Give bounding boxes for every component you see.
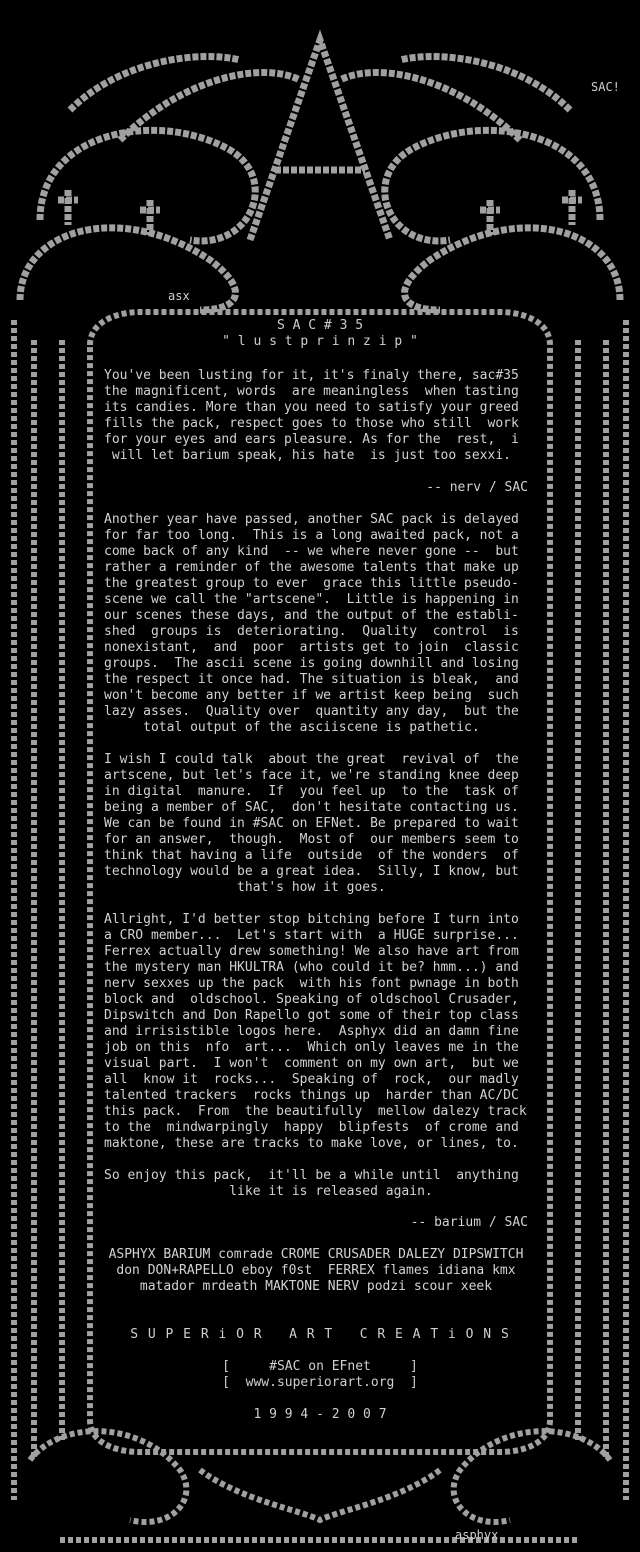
barium-line: a CRO member... Let's start with a HUGE surprise... [104,928,519,943]
barium-line: maktone, these are tracks to make love, or lines, to. [104,1136,519,1151]
cross-left [58,190,78,225]
barium-line: total output of the asciiscene is pathetic. [104,720,480,735]
intro-line: fills the pack, respect goes to those who still work [104,416,519,431]
paragraph-gap [104,896,528,912]
barium-line: come back of any kind -- we where never gone -- but [104,544,519,559]
barium-line: in digital manure. If you feel up to the task of [104,784,519,799]
barium-line: like it is released again. [104,1184,433,1199]
barium-line: our scenes these days, and the output of the establi- [104,608,519,623]
barium-line: groups. The ascii scene is going downhill and losing [104,656,519,671]
member-list [104,1247,528,1295]
intro-line: its candies. More than you need to satisfy your greed [104,400,519,415]
barium-line: the greatest group to ever grace this little pseudo- [104,576,519,591]
barium-line: Ferrex actually drew something! We also have art from [104,944,519,959]
intro-text [104,368,528,464]
barium-line: to the mindwarpingly happy blipfests of crome and [104,1120,519,1135]
barium-line: being a member of SAC, don't hesitate contacting us. [104,800,519,815]
cross-right [562,190,582,225]
paragraph-gap [104,1152,528,1168]
pack-title: S A C # 3 5 [276,318,364,333]
barium-line: Dipswitch and Don Rapello got some of their top class [104,1008,519,1023]
barium-line: So enjoy this pack, it'll be a while until anything [104,1168,519,1183]
barium-line: the mystery man HKULTRA (who could it be? hmm...) and [104,960,519,975]
artist-credit-bottom: asphyx [455,1528,499,1542]
barium-signature: -- barium / SAC [410,1215,528,1230]
member-line: ASPHYX BARIUM comrade CROME CRUSADER DALEZY DIPSWITCH [108,1247,524,1262]
member-line: matador mrdeath MAKTONE NERV podzi scour xeek [139,1279,493,1294]
barium-line: and irrisistible logos here. Asphyx did an damn fine [104,1024,519,1039]
group-name: S U P E R i O R A R T C R E A T i O N S [130,1327,510,1342]
tag-top-right: SAC! [591,80,620,94]
barium-line: for an answer, though. Most of our members seem to [104,832,519,847]
barium-line: talented trackers rocks things up harder than AC/DC [104,1088,519,1103]
barium-line: this pack. From the beautifully mellow dalezy track [104,1104,527,1119]
barium-line: job on this nfo art... Which only leaves me in the [104,1040,519,1055]
website-link[interactable]: [ www.superiorart.org ] [222,1375,418,1390]
barium-line: lazy asses. Quality over quantity any day, but the [104,704,519,719]
barium-line: shed groups is deteriorating. Quality control is [104,624,519,639]
barium-line: block and oldschool. Speaking of oldschool Crusader, [104,992,519,1007]
barium-line: Another year have passed, another SAC pack is delayed [104,512,519,527]
pack-subtitle: " l u s t p r i n z i p " [222,334,418,349]
intro-signature: -- nerv / SAC [426,480,528,495]
intro-line: You've been lusting for it, it's finaly there, sac#35 [104,368,519,383]
barium-line: for far too long. This is a long awaited pack, not a [104,528,519,543]
barium-line: nerv sexxes up the pack with his font pwnage in both [104,976,519,991]
intro-line: the magnificent, words are meaningless when tasting [104,384,519,399]
intro-line: will let barium speak, his hate is just too sexxi. [104,448,511,463]
barium-text [104,512,528,1200]
barium-line: all know it rocks... Speaking of rock, our madly [104,1072,519,1087]
barium-line: the respect it once had. The situation is bleak, and [104,672,519,687]
intro-line: for your eyes and ears pleasure. As for the rest, i [104,432,519,447]
barium-line: technology would be a great idea. Silly, I know, but [104,864,519,879]
barium-line: that's how it goes. [104,880,386,895]
barium-line: won't become any better if we artist keep being such [104,688,519,703]
barium-line: rather a reminder of the awesome talents that make up [104,560,519,575]
barium-line: I wish I could talk about the great revival of the [104,752,519,767]
paragraph-gap [104,736,528,752]
artist-credit-top: asx [168,289,190,303]
member-line: don DON+RAPELLO eboy f0st FERREX flames idiana kmx [116,1263,516,1278]
years-range: 1 9 9 4 - 2 0 0 7 [253,1407,387,1422]
barium-line: We can be found in #SAC on EFNet. Be prepared to wait [104,816,519,831]
barium-line: nonexistant, and poor artists get to join classic [104,640,519,655]
barium-line: Allright, I'd better stop bitching before I turn into [104,912,519,927]
irc-channel: [ #SAC on EFnet ] [222,1359,418,1374]
barium-line: think that having a life outside of the wonders of [104,848,519,863]
barium-line: artscene, but let's face it, we're standing knee deep [104,768,519,783]
barium-line: scene we call the "artscene". Little is happening in [104,592,519,607]
barium-line: visual part. I won't comment on my own art, but we [104,1056,519,1071]
